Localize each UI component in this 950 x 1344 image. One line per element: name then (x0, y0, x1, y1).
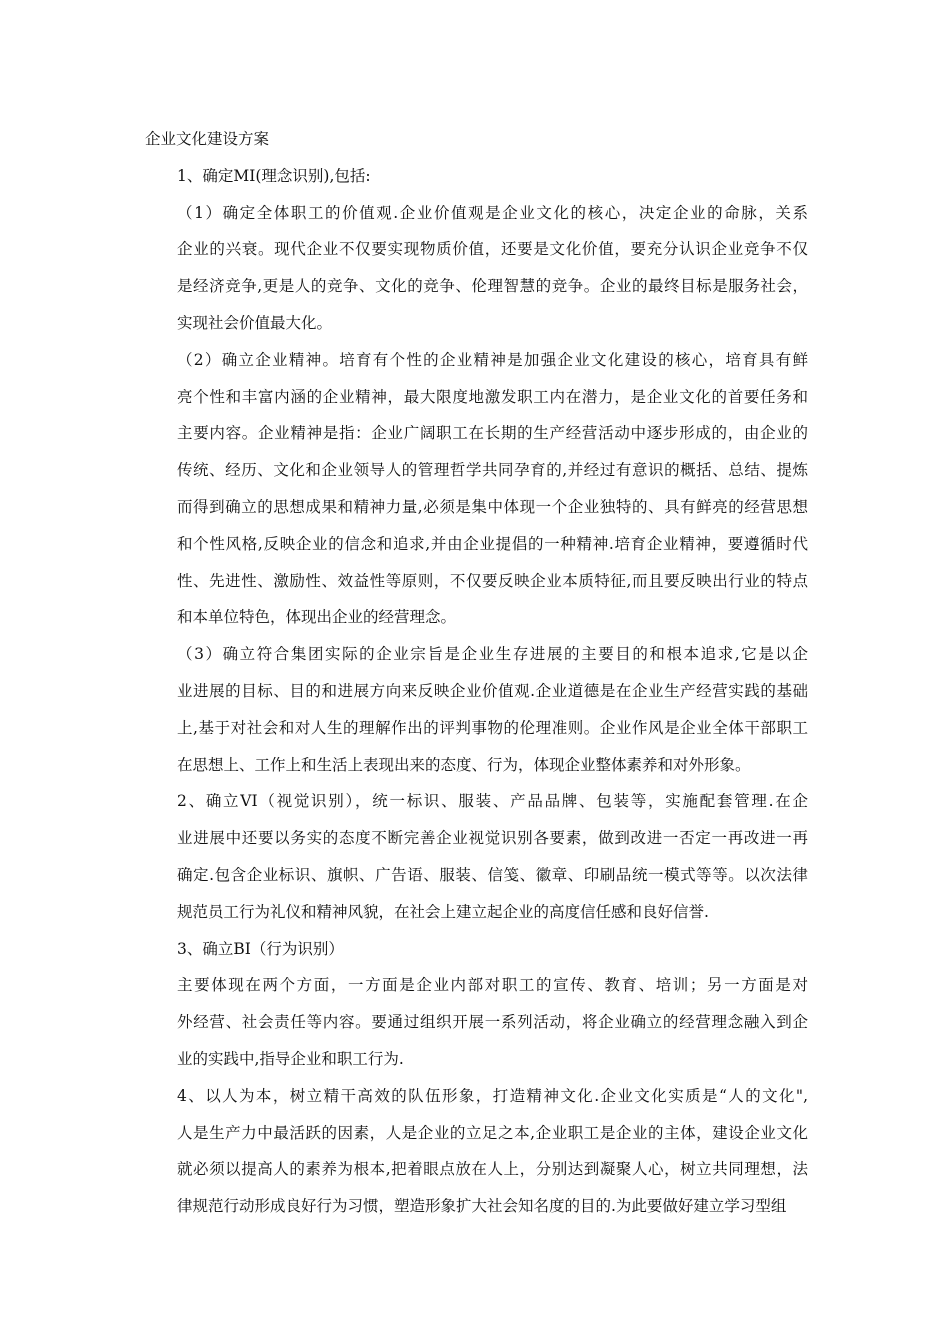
paragraph-line: 人是生产力中最活跃的因素，人是企业的立足之本,企业职工是企业的主体，建设企业文化 (177, 1123, 808, 1142)
paragraph-line: 性、先进性、激励性、效益性等原则，不仅要反映企业本质特征,而且要反映出行业的特点 (177, 571, 808, 590)
paragraph (145, 967, 808, 1077)
paragraph (145, 636, 808, 783)
paragraph (145, 158, 808, 195)
document-title: 企业文化建设方案 (145, 130, 270, 148)
paragraph-line: 是经济竞争,更是人的竞争、文化的竞争、伦理智慧的竞争。企业的最终目标是服务社会， (177, 277, 808, 296)
paragraph-line: 传统、经历、文化和企业领导人的管理哲学共同孕育的,并经过有意识的概括、总结、提炼 (177, 461, 808, 480)
paragraph-line: 在思想上、工作上和生活上表现出来的态度、行为，体现企业整体素养和对外形象。 (177, 755, 751, 774)
paragraph (145, 931, 808, 968)
paragraph-line: 4、以人为本，树立精干高效的队伍形象，打造精神文化.企业文化实质是“人的文化", (177, 1086, 808, 1105)
paragraph-line: 3、确立BI（行为识别） (177, 939, 344, 958)
paragraph-line: 企业的兴衰。现代企业不仅要实现物质价值，还要是文化价值，要充分认识企业竞争不仅 (177, 240, 808, 259)
paragraph-line: 确定.包含企业标识、旗帜、广告语、服装、信笺、徽章、印刷品统一模式等等。以次法律 (177, 865, 808, 884)
paragraph-line: 上,基于对社会和对人生的理解作出的评判事物的伦理准则。企业作风是企业全体干部职工 (177, 718, 808, 737)
paragraph-line: （3）确立符合集团实际的企业宗旨是企业生存进展的主要目的和根本追求,它是以企 (177, 645, 808, 664)
paragraph (145, 195, 808, 342)
paragraph-line: 和个性风格,反映企业的信念和追求,并由企业提倡的一种精神.培育企业精神，要遵循时代 (177, 534, 808, 553)
paragraph-line: （2）确立企业精神。培育有个性的企业精神是加强企业文化建设的核心，培育具有鲜 (177, 350, 808, 369)
paragraph-line: 而得到确立的思想成果和精神力量,必须是集中体现一个企业独特的、具有鲜亮的经营思想 (177, 497, 808, 516)
paragraph-list (145, 158, 808, 1225)
paragraph-line: 主要内容。企业精神是指：企业广阔职工在长期的生产经营活动中逐步形成的，由企业的 (177, 424, 808, 443)
paragraph (145, 342, 808, 636)
paragraph-line: 就必须以提高人的素养为根本,把着眼点放在人上，分别达到凝聚人心，树立共同理想，法 (177, 1160, 808, 1179)
paragraph-line: （1）确定全体职工的价值观.企业价值观是企业文化的核心，决定企业的命脉，关系 (177, 203, 808, 222)
paragraph (145, 783, 808, 930)
paragraph-line: 规范员工行为礼仪和精神风貌，在社会上建立起企业的高度信任感和良好信誉. (177, 902, 709, 921)
paragraph-line: 外经营、社会责任等内容。要通过组织开展一系列活动，将企业确立的经营理念融入到企 (177, 1013, 808, 1032)
paragraph-line: 实现社会价值最大化。 (177, 313, 333, 332)
paragraph-line: 业进展中还要以务实的态度不断完善企业视觉识别各要素，做到改进一否定一再改进一再 (177, 829, 808, 848)
paragraph-line: 2、确立VI（视觉识别），统一标识、服装、产品品牌、包装等，实施配套管理.在企 (177, 792, 808, 811)
document-body (145, 121, 808, 1225)
paragraph-line: 律规范行动形成良好行为习惯，塑造形象扩大社会知名度的目的.为此要做好建立学习型组 (177, 1197, 787, 1216)
paragraph (145, 1078, 808, 1225)
paragraph-line: 1、确定MI(理念识别),包括: (177, 166, 371, 185)
paragraph-line: 业的实践中,指导企业和职工行为. (177, 1049, 404, 1068)
paragraph-line: 和本单位特色，体现出企业的经营理念。 (177, 608, 457, 627)
paragraph-line: 主要体现在两个方面，一方面是企业内部对职工的宣传、教育、培训；另一方面是对 (177, 976, 808, 995)
paragraph-line: 业进展的目标、目的和进展方向来反映企业价值观.企业道德是在企业生产经营实践的基础 (177, 681, 808, 700)
paragraph-line: 亮个性和丰富内涵的企业精神，最大限度地激发职工内在潜力，是企业文化的首要任务和 (177, 387, 808, 406)
